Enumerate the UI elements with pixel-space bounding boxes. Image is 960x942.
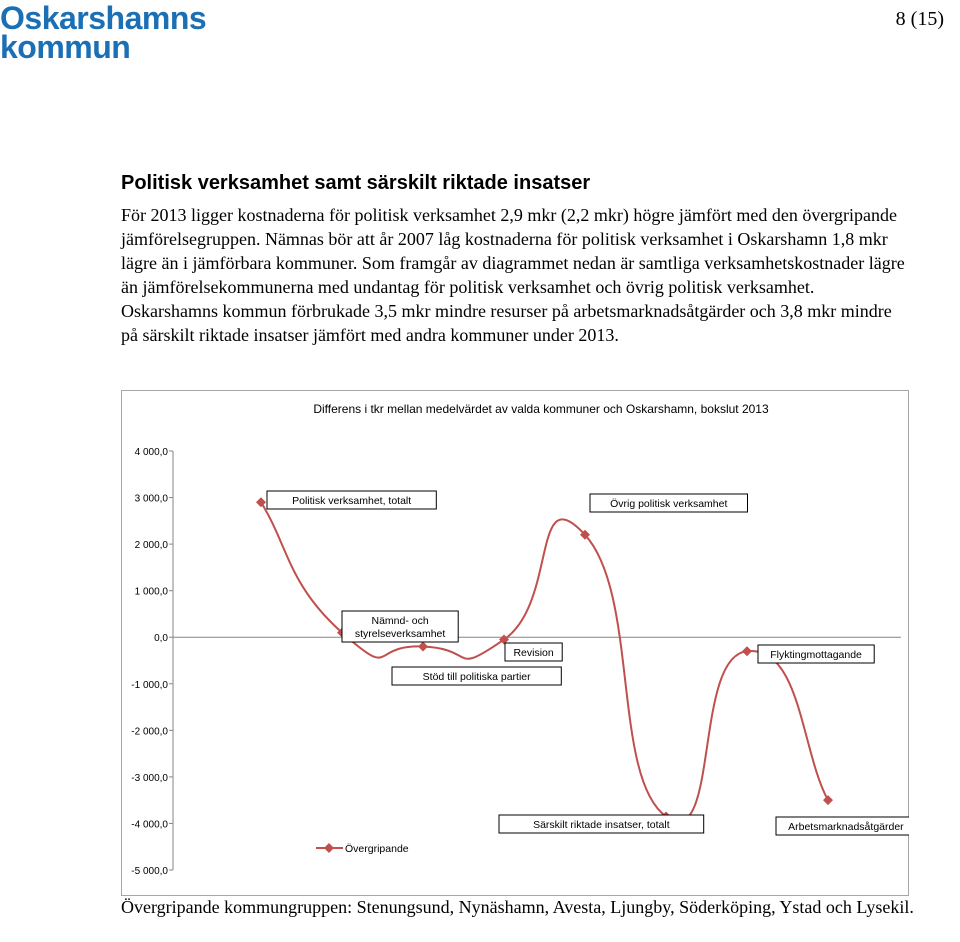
y-tick-label: -5 000,0 xyxy=(131,866,168,877)
category-label-text: Flyktingmottagande xyxy=(770,649,862,661)
category-label-text: Revision xyxy=(513,647,554,659)
category-label-text: Övrig politisk verksamhet xyxy=(610,498,728,510)
category-label-text: Särskilt riktade insatser, totalt xyxy=(533,819,670,831)
category-label xyxy=(392,667,561,685)
category-label xyxy=(590,494,748,512)
y-tick-label: -2 000,0 xyxy=(131,726,168,738)
y-tick-label: -3 000,0 xyxy=(131,772,168,784)
comparison-group-caption: Övergripande kommungruppen: Stenungsund, Nynäshamn, Avesta, Ljungby, Söderköping, Ystad och Lysekil. xyxy=(121,897,914,917)
data-point-marker xyxy=(418,642,428,652)
municipality-logo xyxy=(0,0,207,65)
line-chart xyxy=(121,390,909,896)
section-paragraph: För 2013 ligger kostnaderna för politisk verksamhet 2,9 mkr (2,2 mkr) högre jämfört med den övergripande jämförelsegruppen. Nämnas bör att år 2007 låg kostnaderna för politisk verksamhet i Oskarshamn 1,8 mkr lägre än i jämförbara kommuner. Som framgår av diagrammet nedan är samtliga verksamhetskostnader lägre än jämförelsekommunerna med undantag för politisk verksamhet och övrig politisk verksamhet. Oskarshamns kommun förbrukade 3,5 mkr mindre resurser på arbetsmarknadsåtgärder och 3,8 mkr mindre på särskilt riktade insatser jämfört med andra kommuner under 2013. xyxy=(121,205,905,345)
y-tick-label: 0,0 xyxy=(154,633,168,645)
category-label-text: styrelseverksamhet xyxy=(354,628,446,640)
category-label xyxy=(499,815,704,833)
category-label xyxy=(758,645,874,663)
y-tick-label: 4 000,0 xyxy=(134,447,168,458)
category-label-text: Arbetsmarknadsåtgärder xyxy=(788,821,904,833)
legend-marker xyxy=(324,843,334,853)
y-tick-label: -1 000,0 xyxy=(131,679,168,691)
legend-label: Övergripande xyxy=(345,843,409,855)
logo-line-1: Oskarshamns xyxy=(0,0,207,36)
category-label xyxy=(342,611,458,642)
y-tick-label: 3 000,0 xyxy=(134,493,168,505)
page-number: 8 (15) xyxy=(895,8,944,30)
y-tick-label: -4 000,0 xyxy=(131,819,168,831)
category-label-text: Nämnd- och xyxy=(371,615,429,627)
chart-title: Differens i tkr mellan medelvärdet av valda kommuner och Oskarshamn, bokslut 2013 xyxy=(313,402,769,416)
data-point-marker xyxy=(256,497,266,507)
category-label-text: Stöd till politiska partier xyxy=(422,671,531,683)
data-point-marker xyxy=(823,795,833,805)
category-label xyxy=(776,817,909,835)
category-label xyxy=(267,491,436,509)
y-tick-label: 1 000,0 xyxy=(134,586,168,598)
category-label xyxy=(505,643,562,661)
section-title: Politisk verksamhet samt särskilt riktade insatser xyxy=(121,172,591,194)
category-label-text: Politisk verksamhet, totalt xyxy=(292,495,412,507)
series-line-overgripande xyxy=(261,502,828,821)
logo-line-2: kommun xyxy=(0,29,131,65)
data-point-marker xyxy=(742,646,752,656)
y-tick-label: 2 000,0 xyxy=(134,540,168,552)
